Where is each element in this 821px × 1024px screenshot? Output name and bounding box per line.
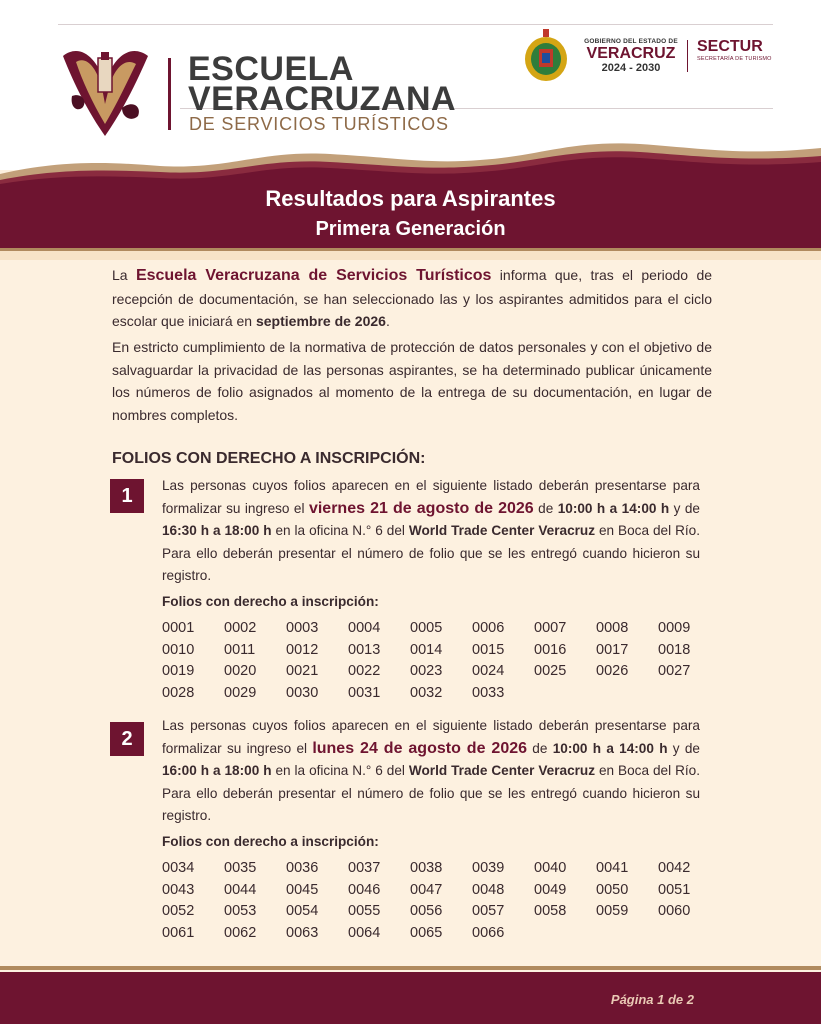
instruction-text: en Boca del Río. Para ello deberán presentar el número de folio que se les entregó cuando hicieron su registro. <box>162 523 701 583</box>
group-2-folio-grid <box>162 858 722 944</box>
footer-rule <box>0 966 821 970</box>
folio-number: 0029 <box>224 684 257 701</box>
folio-number: 0063 <box>286 924 319 941</box>
folio-number: 0011 <box>224 641 256 658</box>
veracruz-seal-icon <box>523 29 569 83</box>
header-top-rule <box>58 24 773 25</box>
school-logo-icon <box>58 44 153 140</box>
folio-number: 0034 <box>162 860 195 876</box>
instruction-text: y de <box>669 500 700 516</box>
section-title: FOLIOS CON DERECHO A INSCRIPCIÓN: <box>112 450 426 467</box>
instruction-text: Las personas cuyos folios aparecen en el siguiente listado deberán presentarse para formalizar su ingreso el <box>162 718 700 756</box>
government-logo <box>581 38 681 74</box>
folio-number: 0032 <box>410 684 443 701</box>
gov-line2: VERACRUZ <box>586 45 676 62</box>
folio-number: 0019 <box>162 663 195 679</box>
folio-number: 0045 <box>286 881 319 898</box>
instruction-text: en la oficina N.° 6 del <box>271 763 409 778</box>
folio-number: 0040 <box>534 860 567 876</box>
instruction-text: de <box>527 740 553 756</box>
group-number-badge: 2 <box>110 722 144 756</box>
gov-line1: GOBIERNO DEL ESTADO DE <box>584 38 678 45</box>
folio-number: 0028 <box>162 684 195 701</box>
folio-number: 0044 <box>224 881 257 898</box>
folio-number: 0053 <box>224 903 257 919</box>
folio-number: 0002 <box>224 620 257 636</box>
folio-number: 0001 <box>162 620 195 636</box>
instruction-text: de <box>533 500 558 516</box>
folio-number: 0021 <box>286 663 319 679</box>
school-name-line2: VERACRUZANA <box>188 80 457 118</box>
folio-number: 0025 <box>534 663 567 679</box>
intro-start-date: septiembre de 2026 <box>255 313 386 329</box>
intro-school-name: Escuela Veracruzana de Servicios Turísticos <box>135 267 492 284</box>
folio-number: 0048 <box>472 881 505 898</box>
folio-number: 0051 <box>658 881 691 898</box>
folio-number: 0065 <box>410 924 443 941</box>
folio-number: 0061 <box>162 924 195 941</box>
instruction-text: en Boca del Río. Para ello deberán presentar el número de folio que se les entregó cuando hicieron su registro. <box>162 763 701 823</box>
instruction-text: y de <box>667 740 700 756</box>
intro-text: La <box>112 267 136 283</box>
folio-number: 0056 <box>410 903 443 919</box>
group-2-folios-label: Folios con derecho a inscripción: <box>162 834 379 849</box>
folio-number: 0054 <box>286 903 319 919</box>
folio-number: 0049 <box>534 881 567 898</box>
folio-number: 0066 <box>472 924 505 941</box>
folio-number: 0031 <box>348 684 381 701</box>
group-1-folios-label: Folios con derecho a inscripción: <box>162 594 379 609</box>
folio-number: 0008 <box>596 620 629 636</box>
footer <box>0 972 821 1024</box>
folio-number: 0013 <box>348 641 381 658</box>
folio-number: 0017 <box>596 641 629 658</box>
folio-number: 0055 <box>348 903 381 919</box>
folio-number: 0024 <box>472 663 505 679</box>
instruction-text: Las personas cuyos folios aparecen en el siguiente listado deberán presentarse para formalizar su ingreso el <box>162 478 700 516</box>
group-1-date: viernes 21 de agosto de 2026 <box>308 499 534 517</box>
group-2-instructions <box>162 715 700 828</box>
folio-number: 0033 <box>472 684 505 701</box>
sectur-logo <box>697 38 772 62</box>
group-2-time-2: 16:00 h a 18:00 h <box>162 763 272 778</box>
folio-number: 0018 <box>658 641 691 658</box>
school-name-line1: ESCUELA <box>188 50 354 88</box>
folio-number: 0058 <box>534 903 567 919</box>
folio-number: 0052 <box>162 903 195 919</box>
school-name-line3: DE SERVICIOS TURÍSTICOS <box>189 114 449 134</box>
folio-number: 0026 <box>596 663 629 679</box>
group-2-place: World Trade Center Veracruz <box>408 763 596 778</box>
folio-number: 0050 <box>596 881 629 898</box>
folio-number: 0030 <box>286 684 319 701</box>
folio-number: 0043 <box>162 881 195 898</box>
group-2-date: lunes 24 de agosto de 2026 <box>312 739 528 757</box>
banner-title: Resultados para Aspirantes <box>265 186 556 211</box>
sectur-name: SECTUR <box>697 38 763 55</box>
group-1-folio-grid <box>162 618 722 704</box>
folio-number: 0006 <box>472 620 505 636</box>
folio-number: 0041 <box>596 860 629 876</box>
folio-number: 0009 <box>658 620 691 636</box>
group-1-instructions <box>162 475 700 588</box>
folio-number: 0007 <box>534 620 567 636</box>
intro-paragraph-1 <box>112 264 712 333</box>
folio-number: 0036 <box>286 860 319 876</box>
group-1-time-2: 16:30 h a 18:00 h <box>162 523 272 538</box>
folio-number: 0015 <box>472 641 505 658</box>
folio-number: 0014 <box>410 641 443 658</box>
group-1-place: World Trade Center Veracruz <box>408 523 596 538</box>
folio-number: 0064 <box>348 924 381 941</box>
folio-number: 0057 <box>472 903 505 919</box>
folio-number: 0038 <box>410 860 443 876</box>
folio-number: 0046 <box>348 881 381 898</box>
folio-number: 0042 <box>658 860 691 876</box>
page-number: Página 1 de 2 <box>610 992 694 1007</box>
folio-number: 0047 <box>410 881 443 898</box>
folio-number: 0020 <box>224 663 257 679</box>
folio-number: 0005 <box>410 620 443 636</box>
folio-number: 0060 <box>658 903 691 919</box>
folio-number: 0016 <box>534 641 567 658</box>
intro-text: . <box>385 313 390 329</box>
folio-number: 0027 <box>658 663 691 679</box>
folio-number: 0039 <box>472 860 505 876</box>
folio-number: 0023 <box>410 663 443 679</box>
group-2-time-1: 10:00 h a 14:00 h <box>552 740 668 756</box>
folio-number: 0003 <box>286 620 319 636</box>
gov-line3: 2024 - 2030 <box>601 62 661 74</box>
banner-subtitle: Primera Generación <box>315 218 506 240</box>
intro-text: informa que, tras el periodo de recepción de documentación, se han seleccionado las y los aspirantes admitidos para el ciclo escolar que iniciará en <box>112 267 713 329</box>
folio-number: 0035 <box>224 860 257 876</box>
folio-number: 0012 <box>286 641 319 658</box>
sectur-subtitle: SECRETARÍA DE TURISMO <box>697 56 772 62</box>
logo-separator <box>687 40 688 72</box>
folio-number: 0059 <box>596 903 629 919</box>
folio-number: 0022 <box>348 663 381 679</box>
folio-number: 0037 <box>348 860 381 876</box>
folio-number: 0010 <box>162 641 195 658</box>
intro-paragraph-2: En estricto cumplimiento de la normativa de protección de datos personales y con el objetivo de salvaguardar la privacidad de las personas aspirantes, se ha determinado publicar únicamente los números de folio asignados al momento de la entrega de su documentación, en lugar de nombres completos. <box>112 339 712 423</box>
header-divider <box>168 58 171 130</box>
folio-number: 0004 <box>348 620 381 636</box>
group-1-time-1: 10:00 h a 14:00 h <box>557 500 670 516</box>
instruction-text: en la oficina N.° 6 del <box>271 523 409 538</box>
group-number-badge: 1 <box>110 479 144 513</box>
folio-number: 0062 <box>224 924 257 941</box>
